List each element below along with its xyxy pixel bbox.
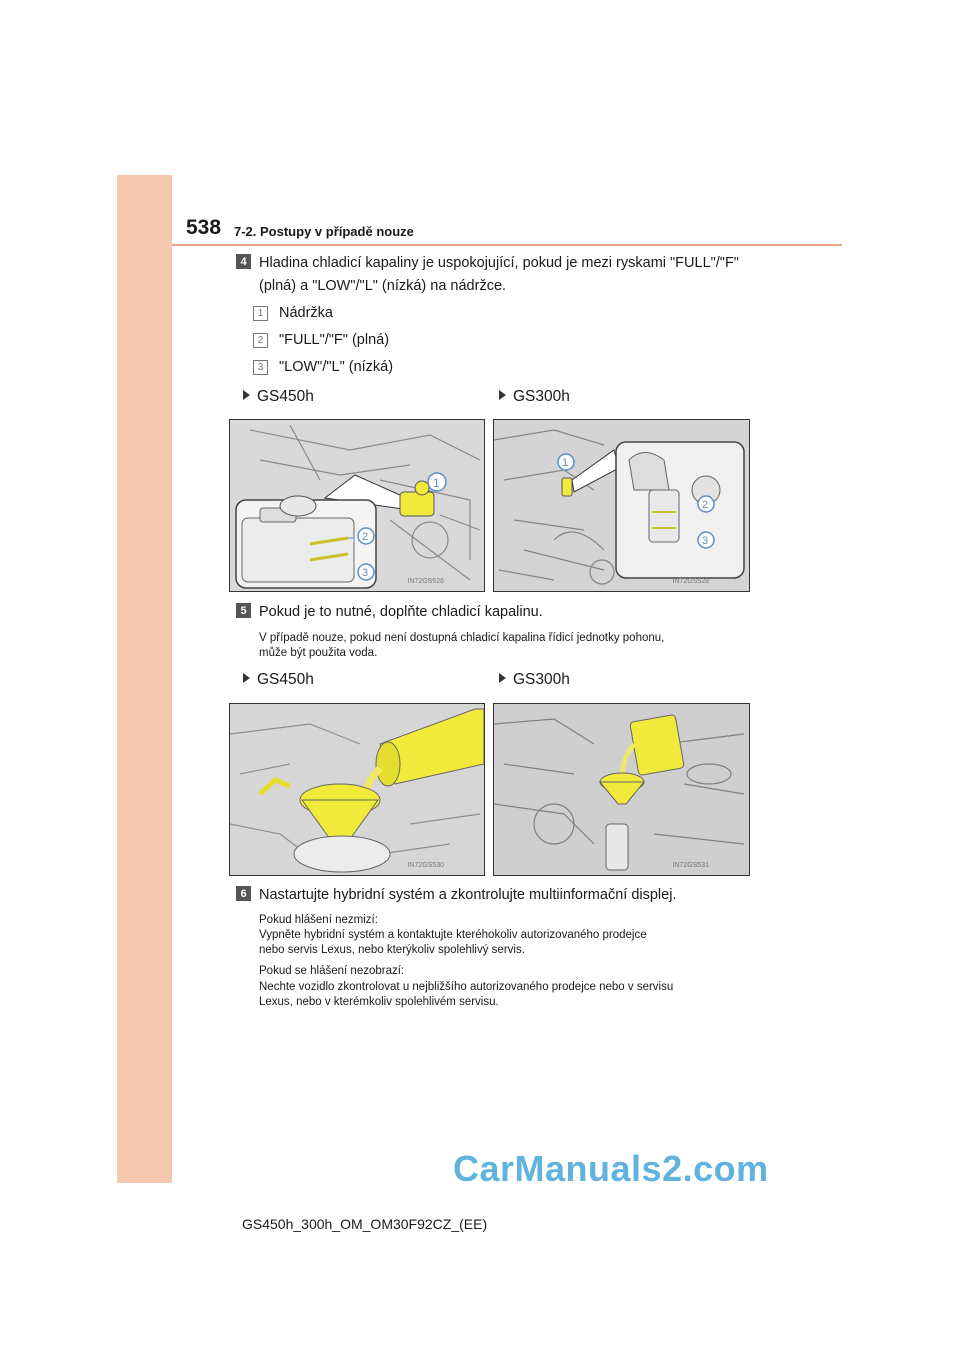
step-6-para1-line2: Vypněte hybridní systém a kontaktujte kteréhokoliv autorizovaného prodejce bbox=[259, 929, 647, 941]
triangle-bullet-icon bbox=[499, 673, 506, 683]
section-title: 7-2. Postupy v případě nouze bbox=[234, 224, 414, 239]
image-code: IN72GS526 bbox=[407, 578, 444, 585]
step-5-badge: 5 bbox=[236, 603, 251, 618]
item-1-label: Nádržka bbox=[279, 305, 333, 321]
watermark-logo: CarManuals2.com bbox=[453, 1148, 769, 1189]
sidebar-tab bbox=[117, 175, 172, 1183]
illustration-gs300h-refill bbox=[493, 703, 750, 876]
variant-label-right-2: GS300h bbox=[499, 671, 570, 689]
step-6-text: Nastartujte hybridní systém a zkontrolujte multiinformační displej. bbox=[259, 887, 677, 903]
document-code: GS450h_300h_OM_OM30F92CZ_(EE) bbox=[242, 1216, 488, 1232]
illustration-gs450h-refill bbox=[229, 703, 485, 876]
item-2-label: "FULL"/"F" (plná) bbox=[279, 332, 390, 348]
step-4-text-line1: Hladina chladicí kapaliny je uspokojující, pokud je mezi ryskami "FULL"/"F" bbox=[259, 255, 739, 271]
step-5-note-line1: V případě nouze, pokud není dostupná chladicí kapalina řídicí jednotky pohonu, bbox=[259, 632, 665, 644]
callout-2: 2 bbox=[362, 531, 369, 543]
item-2-badge: 2 bbox=[253, 333, 268, 348]
item-1-badge: 1 bbox=[253, 306, 268, 321]
variant-label-left-2: GS450h bbox=[243, 671, 314, 689]
image-code: IN72GS530 bbox=[407, 862, 444, 869]
step-6-para1-line1: Pokud hlášení nezmizí: bbox=[259, 914, 378, 926]
step-6-badge: 6 bbox=[236, 886, 251, 901]
variant-label-right-1: GS300h bbox=[499, 388, 570, 406]
callout-1: 1 bbox=[433, 476, 440, 490]
step-6-para1-line3: nebo servis Lexus, nebo kterýkoliv spolehlivý servis. bbox=[259, 944, 525, 956]
triangle-bullet-icon bbox=[499, 390, 506, 400]
step-5-text: Pokud je to nutné, doplňte chladicí kapalinu. bbox=[259, 604, 543, 620]
callout-1: 1 bbox=[562, 457, 569, 469]
variant-label-left-1: GS450h bbox=[243, 388, 314, 406]
illustration-gs300h-reservoir bbox=[493, 419, 750, 592]
triangle-bullet-icon bbox=[243, 390, 250, 400]
callout-3: 3 bbox=[362, 567, 369, 579]
triangle-bullet-icon bbox=[243, 673, 250, 683]
callout-3: 3 bbox=[702, 535, 709, 547]
step-6-para2-line1: Pokud se hlášení nezobrazí: bbox=[259, 965, 405, 977]
step-6-para2-line3: Lexus, nebo v kterémkoliv spolehlivém servisu. bbox=[259, 996, 499, 1008]
header-rule bbox=[172, 244, 842, 246]
callout-2: 2 bbox=[702, 499, 709, 511]
image-code: IN72GS531 bbox=[672, 862, 709, 869]
image-code: IN72GS528 bbox=[672, 578, 709, 585]
step-4-badge: 4 bbox=[236, 254, 251, 269]
illustration-gs450h-reservoir bbox=[229, 419, 485, 592]
item-3-badge: 3 bbox=[253, 360, 268, 375]
step-5-note-line2: může být použita voda. bbox=[259, 647, 378, 659]
step-4-text-line2: (plná) a "LOW"/"L" (nízká) na nádržce. bbox=[259, 278, 507, 294]
step-6-para2-line2: Nechte vozidlo zkontrolovat u nejbližšího autorizovaného prodejce nebo v servisu bbox=[259, 981, 674, 993]
item-3-label: "LOW"/"L" (nízká) bbox=[279, 359, 394, 375]
page-number: 538 bbox=[186, 216, 222, 239]
